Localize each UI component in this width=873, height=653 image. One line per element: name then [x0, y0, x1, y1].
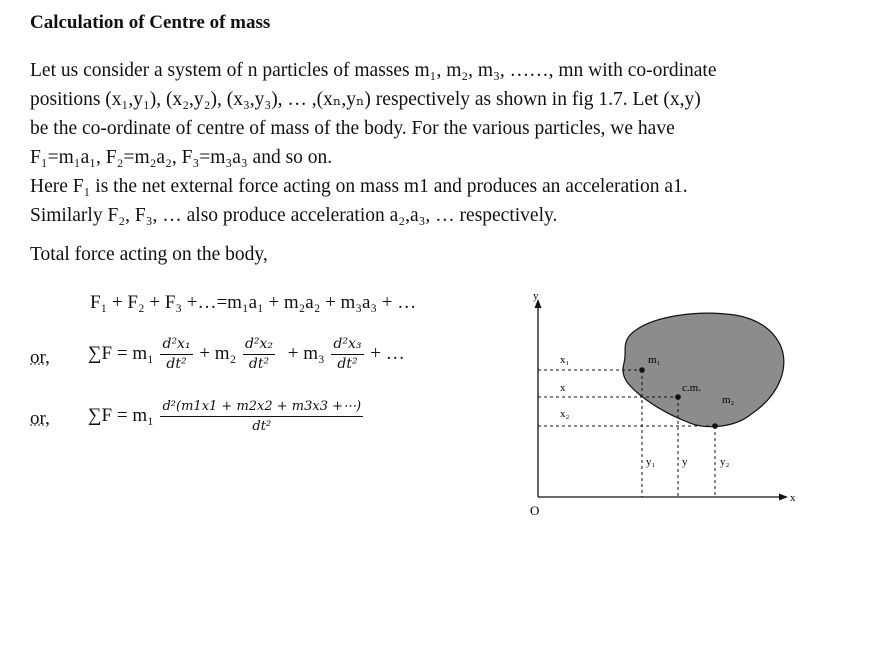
- label-y: y: [682, 456, 688, 468]
- centre-of-mass-diagram: [500, 285, 810, 525]
- eq2-lhs: ∑F = m₁: [88, 342, 154, 364]
- label-y2: y₂: [720, 456, 730, 468]
- fraction: [160, 336, 192, 373]
- equation-3: [88, 398, 365, 435]
- label-m2: m₂: [722, 394, 735, 406]
- fraction-numerator: d²(m1x1 + m2x2 + m3x3 +⋯): [160, 398, 363, 417]
- x-axis-arrow: [779, 494, 788, 501]
- equation-2: [88, 336, 405, 373]
- or-label: or,: [30, 408, 50, 429]
- fraction-denominator: dt²: [166, 356, 187, 372]
- label-x1: x₁: [560, 354, 570, 366]
- paragraph-line: Here F₁ is the net external force acting on mass m1 and produces an acceleration a1.: [30, 176, 688, 197]
- label-x2: x₂: [560, 408, 570, 420]
- label-cm: c.m.: [682, 382, 701, 394]
- paragraph-line: Similarly F₂, F₃, … also produce acceleration a₂,a₃, … respectively.: [30, 205, 558, 226]
- x-axis-label: x: [790, 492, 796, 504]
- fraction-numerator: d²x₁: [160, 336, 192, 355]
- or-label: or,: [30, 347, 50, 368]
- label-y1: y₁: [646, 456, 656, 468]
- fraction-numerator: d²x₃: [331, 336, 363, 355]
- origin-label: O: [530, 503, 540, 518]
- fraction: [243, 336, 275, 373]
- eq2-term-m3: + m₃: [287, 342, 325, 364]
- eq2-term-m2: + m₂: [199, 342, 237, 364]
- fraction-denominator: dt²: [248, 356, 270, 372]
- mass-2-point: [712, 423, 718, 429]
- label-x: x: [560, 382, 566, 394]
- fraction-denominator: dt²: [252, 419, 272, 434]
- equation-1: F₁ + F₂ + F₃ +…=m₁a₁ + m₂a₂ + m₃a₃ + …: [90, 292, 417, 313]
- eq2-tail: + …: [370, 342, 405, 364]
- fraction: [160, 398, 363, 435]
- section-heading: Calculation of Centre of mass: [30, 12, 271, 33]
- paragraph-line: positions (x₁,y₁), (x₂,y₂), (x₃,y₃), … ,(xₙ,yₙ) respectively as shown in fig 1.7. Let (x,y): [30, 89, 701, 110]
- total-force-text: Total force acting on the body,: [30, 244, 268, 265]
- body-shape: [623, 313, 784, 426]
- fraction-denominator: dt²: [337, 356, 358, 372]
- y-axis-label: y: [533, 290, 539, 302]
- label-m1: m₁: [648, 354, 661, 366]
- centre-of-mass-point: [675, 394, 681, 400]
- paragraph-line: be the co-ordinate of centre of mass of the body. For the various particles, we have: [30, 118, 675, 139]
- paragraph-line: Let us consider a system of n particles of masses m₁, m₂, m₃, ……, mn with co-ordinate: [30, 60, 717, 81]
- fraction: [331, 336, 363, 373]
- eq3-lhs: ∑F = m₁: [88, 404, 154, 426]
- fraction-numerator: d²x₂: [243, 336, 275, 355]
- paragraph-line: F₁=m₁a₁, F₂=m₂a₂, F₃=m₃a₃ and so on.: [30, 147, 333, 168]
- mass-1-point: [639, 367, 645, 373]
- intro-paragraph: [30, 56, 842, 230]
